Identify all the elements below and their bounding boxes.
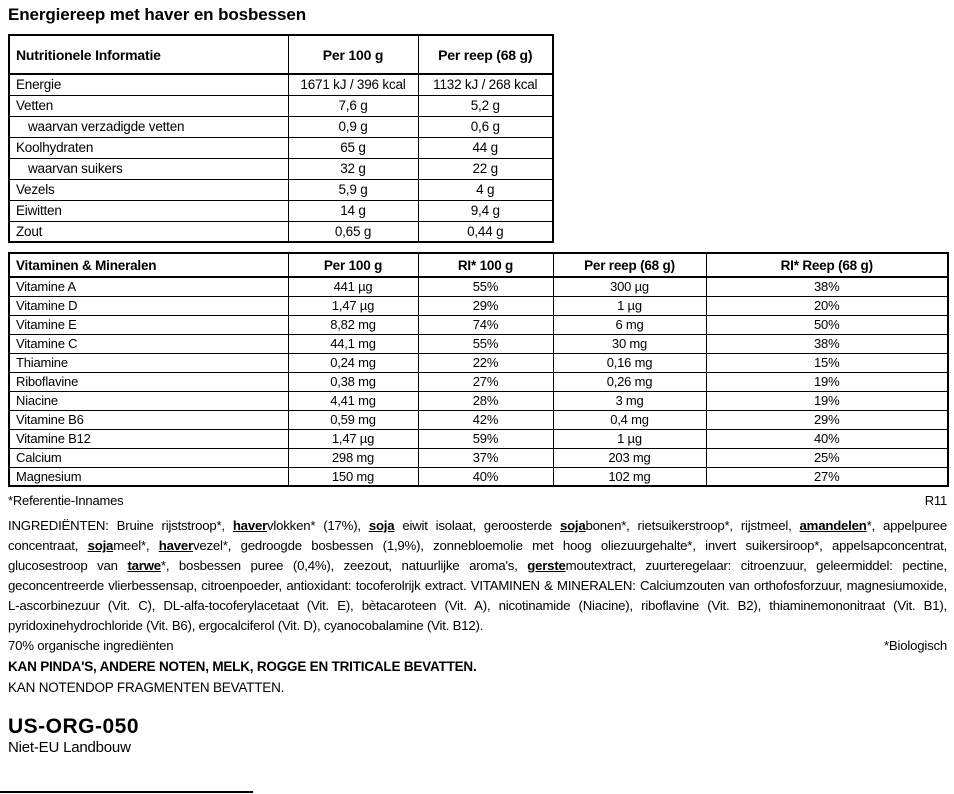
row-label: Thiamine: [9, 353, 288, 372]
col-header-ri-100g: RI* 100 g: [418, 253, 553, 277]
row-value: 0,38 mg: [288, 372, 418, 391]
row-value: 27%: [418, 372, 553, 391]
row-value: 300 µg: [553, 277, 706, 296]
ingredients-text: INGREDIËNTEN: Bruine rijststroop*,: [8, 518, 233, 533]
table-row: [9, 467, 948, 486]
row-label: Eiwitten: [9, 200, 288, 221]
ingredients-text: eiwit isolaat, geroosterde: [394, 518, 560, 533]
nutrition-table-body: [9, 74, 553, 242]
row-value: 5,2 g: [418, 95, 553, 116]
allergen-term: amandelen: [799, 518, 867, 533]
table-row: [9, 277, 948, 296]
row-value: 298 mg: [288, 448, 418, 467]
row-label: waarvan verzadigde vetten: [9, 116, 288, 137]
row-label: Magnesium: [9, 467, 288, 486]
row-value: 19%: [706, 391, 948, 410]
row-value: 5,9 g: [288, 179, 418, 200]
row-value: 65 g: [288, 137, 418, 158]
row-value: 38%: [706, 334, 948, 353]
table-row: [9, 200, 553, 221]
row-value: 1671 kJ / 396 kcal: [288, 74, 418, 95]
ingredients-text: *, bosbessen puree (0,4%), zeezout, natuurlijke aroma's,: [160, 558, 528, 573]
table-row: [9, 179, 553, 200]
row-value: 30 mg: [553, 334, 706, 353]
table-row: [9, 315, 948, 334]
table-row: [9, 74, 553, 95]
organic-line: [8, 636, 947, 656]
row-value: 44 g: [418, 137, 553, 158]
table-row: [9, 296, 948, 315]
row-label: Vitamine D: [9, 296, 288, 315]
row-value: 6 mg: [553, 315, 706, 334]
table-row: [9, 334, 948, 353]
row-value: 150 mg: [288, 467, 418, 486]
code-r11: R11: [924, 493, 947, 508]
row-label: Vitamine B12: [9, 429, 288, 448]
vitamins-table-header-row: [9, 253, 948, 277]
row-label: Vitamine C: [9, 334, 288, 353]
row-label: waarvan suikers: [9, 158, 288, 179]
col-header-ri-reep: RI* Reep (68 g): [706, 253, 948, 277]
row-value: 0,6 g: [418, 116, 553, 137]
row-label: Vitamine B6: [9, 410, 288, 429]
col-header-nutrition-info: Nutritionele Informatie: [9, 35, 288, 74]
table-row: [9, 448, 948, 467]
col-header-vitamins-minerals: Vitaminen & Mineralen: [9, 253, 288, 277]
row-value: 32 g: [288, 158, 418, 179]
row-value: 441 µg: [288, 277, 418, 296]
reference-line: [8, 492, 947, 509]
col-header-per-reep: Per reep (68 g): [418, 35, 553, 74]
table-row: [9, 95, 553, 116]
allergen-warning: KAN PINDA'S, ANDERE NOTEN, MELK, ROGGE EN TRITICALE BEVATTEN.: [8, 659, 477, 674]
row-value: 40%: [706, 429, 948, 448]
col-header-per-100g: Per 100 g: [288, 35, 418, 74]
nutrition-table-header-row: [9, 35, 553, 74]
row-value: 0,4 mg: [553, 410, 706, 429]
row-value: 29%: [706, 410, 948, 429]
row-value: 1132 kJ / 268 kcal: [418, 74, 553, 95]
row-value: 28%: [418, 391, 553, 410]
row-value: 4 g: [418, 179, 553, 200]
row-value: 44,1 mg: [288, 334, 418, 353]
row-value: 1,47 µg: [288, 296, 418, 315]
vitamins-table-body: [9, 277, 948, 486]
table-row: [9, 158, 553, 179]
table-row: [9, 429, 948, 448]
row-value: 19%: [706, 372, 948, 391]
row-value: 0,9 g: [288, 116, 418, 137]
ingredients-text: bonen*, rietsuikerstroop*, rijstmeel,: [585, 518, 800, 533]
table-row: [9, 372, 948, 391]
row-value: 37%: [418, 448, 553, 467]
allergen-term: gerste: [527, 558, 566, 573]
row-value: 0,44 g: [418, 221, 553, 242]
row-value: 0,16 mg: [553, 353, 706, 372]
row-label: Niacine: [9, 391, 288, 410]
allergen-term: soja: [87, 538, 114, 553]
table-row: [9, 116, 553, 137]
row-value: 40%: [418, 467, 553, 486]
ingredients-text: moutextract, zuurteregelaar: citroenzuur, geleermiddel: pectine, geconcentreerde vlierbessensap, citroenpoeder, antioxidant: tocoferolrijk extract. VITAMINEN & MINERALEN: Calciumzouten van orthofosforzuur, magnesiumoxide, L-ascorbinezuur (Vit. C), DL-alfa-tocoferylacetaat (Vit. E), bètacaroteen (Vit. A), nicotinamide (Niacine), riboflavine (Vit. B2), thiaminemononitraat (Vit. B1), pyridoxinehydrochloride (Vit. B6), ergocalciferol (Vit. D), cyanocobalamine (Vit. B12).: [8, 558, 947, 633]
reference-intake-note: *Referentie-Innames: [8, 493, 124, 508]
row-value: 59%: [418, 429, 553, 448]
organic-cert-code: US-ORG-050: [8, 715, 140, 738]
row-value: 74%: [418, 315, 553, 334]
table-row: [9, 353, 948, 372]
allergen-term: haver: [158, 538, 193, 553]
row-value: 38%: [706, 277, 948, 296]
row-value: 102 mg: [553, 467, 706, 486]
ingredients-text: vezel*, gedroogde bosbessen (1,9%), zonnebloemolie met hoog oliezuurgehalte*, invert suikersiroop*, appelsapconcentrat, glucosestroop van: [8, 538, 948, 573]
allergen-term: soja: [559, 518, 586, 533]
ingredients-text: *, appelpuree concentraat,: [8, 518, 947, 553]
organic-percentage-note: 70% organische ingrediënten: [8, 638, 174, 653]
row-label: Energie: [9, 74, 288, 95]
row-value: 20%: [706, 296, 948, 315]
row-value: 50%: [706, 315, 948, 334]
table-row: [9, 137, 553, 158]
allergen-term: haver: [232, 518, 268, 533]
row-value: 1 µg: [553, 296, 706, 315]
row-value: 0,65 g: [288, 221, 418, 242]
bottom-crop-line: [0, 791, 253, 793]
row-value: 25%: [706, 448, 948, 467]
table-row: [9, 221, 553, 242]
allergen-term: soja: [368, 518, 395, 533]
row-value: 4,41 mg: [288, 391, 418, 410]
row-value: 15%: [706, 353, 948, 372]
row-value: 7,6 g: [288, 95, 418, 116]
row-value: 55%: [418, 277, 553, 296]
row-value: 42%: [418, 410, 553, 429]
row-value: 22%: [418, 353, 553, 372]
shell-fragment-warning: KAN NOTENDOP FRAGMENTEN BEVATTEN.: [8, 680, 285, 695]
certification-block: [8, 715, 947, 756]
row-value: 8,82 mg: [288, 315, 418, 334]
row-value: 9,4 g: [418, 200, 553, 221]
row-value: 203 mg: [553, 448, 706, 467]
allergen-term: tarwe: [127, 558, 161, 573]
row-value: 29%: [418, 296, 553, 315]
row-value: 0,26 mg: [553, 372, 706, 391]
col-header-per-100g: Per 100 g: [288, 253, 418, 277]
row-label: Vitamine A: [9, 277, 288, 296]
ingredients-paragraph: [8, 516, 947, 636]
row-value: 55%: [418, 334, 553, 353]
row-label: Calcium: [9, 448, 288, 467]
row-value: 1,47 µg: [288, 429, 418, 448]
nutrition-table: [8, 34, 554, 243]
row-label: Zout: [9, 221, 288, 242]
ingredients-text: vlokken* (17%),: [267, 518, 369, 533]
col-header-per-reep: Per reep (68 g): [553, 253, 706, 277]
row-label: Koolhydraten: [9, 137, 288, 158]
row-value: 3 mg: [553, 391, 706, 410]
row-label: Vezels: [9, 179, 288, 200]
row-label: Riboflavine: [9, 372, 288, 391]
biologic-footnote: *Biologisch: [883, 638, 947, 653]
row-label: Vitamine E: [9, 315, 288, 334]
product-title: Energiereep met haver en bosbessen: [8, 5, 307, 24]
row-label: Vetten: [9, 95, 288, 116]
table-row: [9, 391, 948, 410]
agriculture-origin-note: Niet-EU Landbouw: [8, 739, 131, 756]
row-value: 1 µg: [553, 429, 706, 448]
row-value: 0,59 mg: [288, 410, 418, 429]
table-row: [9, 410, 948, 429]
row-value: 0,24 mg: [288, 353, 418, 372]
row-value: 14 g: [288, 200, 418, 221]
ingredients-text: meel*,: [113, 538, 159, 553]
row-value: 22 g: [418, 158, 553, 179]
vitamins-minerals-table: [8, 252, 949, 487]
row-value: 27%: [706, 467, 948, 486]
